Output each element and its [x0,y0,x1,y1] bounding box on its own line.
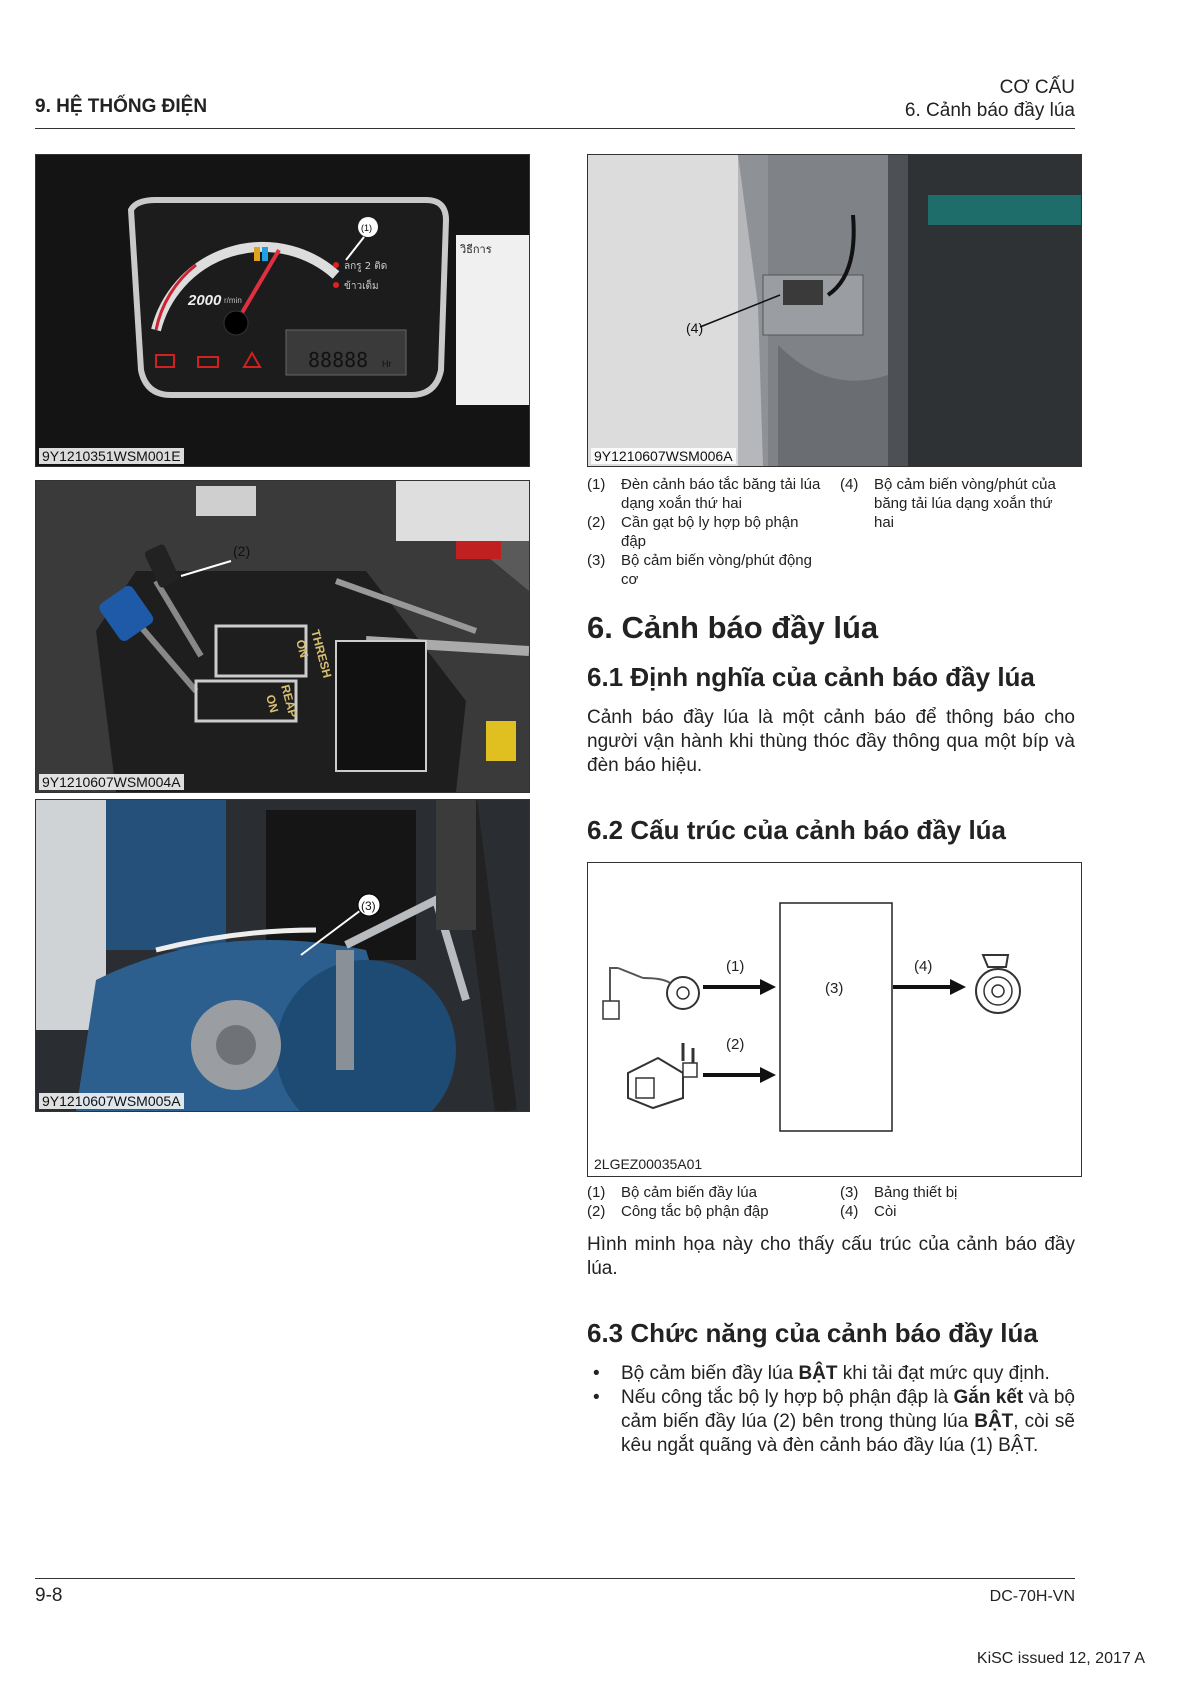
structure-diagram [587,862,1082,1177]
caption-text: Công tắc bộ phận đập [621,1203,769,1220]
lcd-unit: Hr [382,359,392,369]
diagram-id: 2LGEZ00035A01 [594,1156,703,1172]
photo-id: 9Y1210607WSM006A [591,448,736,464]
lever-label-reap: REAP [278,683,301,719]
svg-text:(1): (1) [361,223,372,233]
caption-text: Bộ cảm biến vòng/phút động cơ [621,552,812,588]
photo-id: 9Y1210607WSM004A [39,774,184,790]
chapter-title: 9. HỆ THỐNG ĐIỆN [35,96,208,117]
caption-item [587,1183,827,1202]
diagram-label-1: (1) [726,958,745,975]
caption-text: Còi [874,1203,897,1220]
caption-item [840,1183,1076,1202]
caption-num: (2) [587,514,606,531]
caption-item [587,1202,827,1221]
list-item [587,1362,1075,1386]
bold-run: Gắn kết [953,1387,1024,1408]
text-run: , còi sẽ kêu ngắt quãng và đèn cảnh báo đầy lúa (1) BẬT. [621,1411,1075,1456]
footer-rule [35,1578,1075,1579]
lever-label-on-2: ON [263,693,282,715]
grain-full-sensor-icon [603,968,699,1019]
caption-num: (2) [587,1203,606,1220]
sensor-photo [587,154,1082,467]
diagram-caption-right [840,1183,1076,1221]
text-run: Bộ cảm biến đầy lúa [621,1363,799,1384]
list-item-text [621,1362,1075,1386]
caption-item [840,1202,1076,1221]
callout-2: (2) [233,543,251,559]
subsection-6-2-body: Hình minh họa này cho thấy cấu trúc của cảnh báo đầy lúa. [587,1234,1075,1279]
issue-note: KiSC issued 12, 2017 A [976,1650,1145,1667]
caption-num: (3) [587,552,606,569]
rpm-label: 2000 [188,292,222,309]
lever-label-on-1: ON [293,638,312,660]
subsection-6-1-title: 6.1 Định nghĩa của cảnh báo đầy lúa [587,662,1035,692]
thresher-switch-icon [628,1043,697,1108]
lever-label-thresh: THRESH [308,628,335,680]
photo-id: 9Y1210351WSM001E [39,448,184,464]
caption-num: (3) [840,1184,859,1201]
levers-photo [35,480,530,793]
text-run: Nếu công tắc bộ ly hợp bộ phận đập là [621,1387,954,1408]
bullet-marker: • [593,1363,600,1384]
subsection-6-1-body: Cảnh báo đầy lúa là một cảnh báo để thông báo cho người vận hành khi thùng thóc đầy thông qua một bíp và đèn báo hiệu. [587,707,1075,776]
list-item-text [621,1386,1075,1458]
caption-text: Đèn cảnh báo tắc băng tải lúa dạng xoắn thứ hai [621,476,821,512]
caption-item [587,475,827,513]
text-run: khi tải đạt mức quy định. [837,1363,1050,1384]
panel-label: วิธีการ [460,243,492,256]
diagram-label-3: (3) [825,980,844,997]
diagram-label-4: (4) [914,958,933,975]
header-rule [35,128,1075,129]
header-right [905,76,1075,122]
caption-text: Bảng thiết bị [874,1184,958,1201]
caption-list-left [587,475,827,589]
caption-item [587,513,827,551]
lcd-digits: 88888 [308,348,369,372]
bold-run: BẬT [798,1363,838,1384]
function-list [587,1362,1075,1458]
subsection-6-3-title: 6.3 Chức năng của cảnh báo đầy lúa [587,1318,1038,1348]
subsection-6-2-title: 6.2 Cấu trúc của cảnh báo đầy lúa [587,815,1007,845]
indicator-label-1: ลกรู 2 ติด [344,261,388,272]
caption-num: (4) [840,476,859,493]
instrument-panel-box [780,903,892,1131]
caption-text: Bộ cảm biến vòng/phút của băng tải lúa dạng xoắn thứ hai [874,476,1056,531]
caption-num: (1) [587,1184,606,1201]
section-title: 6. Cảnh báo đầy lúa [587,610,879,645]
caption-item [840,475,1076,532]
document-code: DC-70H-VN [989,1588,1075,1605]
photo-id: 9Y1210607WSM005A [39,1093,184,1109]
caption-list-right [840,475,1076,532]
horn-icon [976,955,1020,1013]
diagram-label-2: (2) [726,1036,745,1053]
engine-photo [35,799,530,1112]
indicator-label-2: ข้าวเต็ม [344,281,379,292]
section-running-title: 6. Cảnh báo đầy lúa [904,100,1075,121]
list-item [587,1386,1075,1458]
caption-text: Bộ cảm biến đầy lúa [621,1184,757,1201]
text-run: và bộ cảm biến đầy lúa (2) bên trong thùng lúa [621,1387,1075,1432]
caption-num: (4) [840,1203,859,1220]
bold-run: BẬT [974,1411,1014,1432]
part-title: CƠ CẤU [999,77,1075,98]
rpm-unit: r/min [224,296,242,305]
caption-item [587,551,827,589]
callout-3: (3) [361,899,376,913]
callout-4: (4) [686,320,704,336]
caption-num: (1) [587,476,606,493]
caption-text: Cần gạt bộ ly hợp bộ phận đập [621,514,799,550]
bullet-marker: • [593,1387,600,1408]
dashboard-photo [35,154,530,467]
diagram-caption-left [587,1183,827,1221]
page-number: 9-8 [35,1585,63,1606]
